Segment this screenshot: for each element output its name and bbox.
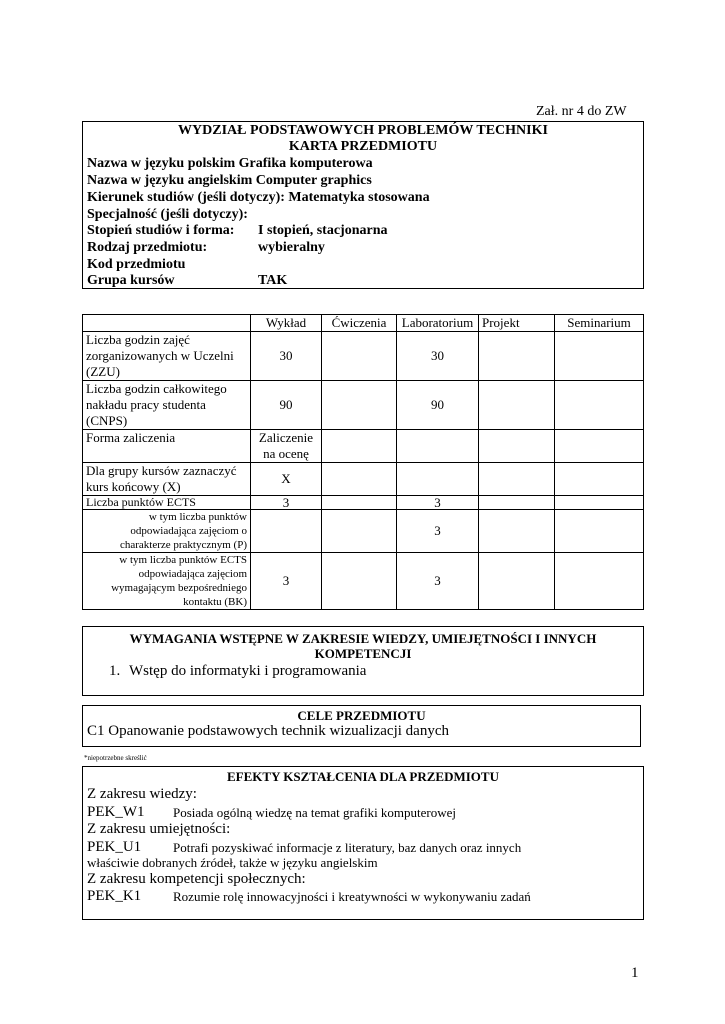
- field-of-study: Kierunek studiów (jeśli dotyczy): Matematyka stosowana: [87, 190, 430, 205]
- cell-value: X: [251, 463, 322, 496]
- social-heading: Z zakresu kompetencji społecznych:: [87, 871, 306, 887]
- cell-value: [397, 463, 479, 496]
- cell-value: [479, 463, 555, 496]
- level-label: Stopień studiów i forma:: [87, 223, 235, 238]
- row-label: Liczba punktów ECTS: [83, 496, 251, 510]
- goals-title: CELE PRZEDMIOTU: [297, 708, 426, 723]
- cell-value: [479, 553, 555, 610]
- goal-item: C1 Opanowanie podstawowych technik wizualizacji danych: [87, 723, 449, 739]
- cell-value: [322, 430, 397, 463]
- table-row: [83, 381, 644, 430]
- course-type-label: Rodzaj przedmiotu:: [87, 240, 208, 255]
- cell-value: [397, 430, 479, 463]
- cell-value: [479, 496, 555, 510]
- column-header: Laboratorium: [397, 315, 479, 332]
- footnote: *niepotrzebne skreślić: [84, 754, 147, 762]
- cell-value: [555, 553, 644, 610]
- cell-value: [322, 332, 397, 381]
- cell-value: [479, 381, 555, 430]
- row-label: Liczba godzin zajęć zorganizowanych w Uczelni (ZZU): [83, 332, 251, 381]
- cell-value: [322, 510, 397, 553]
- cell-value: [555, 430, 644, 463]
- table-row: [83, 463, 644, 496]
- course-group-value: TAK: [258, 273, 288, 288]
- cell-value: [479, 332, 555, 381]
- level-value: I stopień, stacjonarna: [258, 223, 388, 238]
- outcome-text: Posiada ogólną wiedzę na temat grafiki komputerowej: [173, 805, 457, 820]
- outcome-text: Potrafi pozyskiwać informacje z literatury, baz danych oraz innych: [173, 840, 522, 855]
- cell-value: [555, 463, 644, 496]
- attachment-note: Zał. nr 4 do ZW: [536, 104, 627, 119]
- column-header: Ćwiczenia: [322, 315, 397, 332]
- prerequisites-box: [82, 626, 644, 696]
- name-pl: Nazwa w języku polskim Grafika komputerowa: [87, 156, 373, 171]
- name-en: Nazwa w języku angielskim Computer graphics: [87, 173, 372, 188]
- table-row: [83, 553, 644, 610]
- table-row: [83, 332, 644, 381]
- table-row: [83, 510, 644, 553]
- cell-value: [322, 463, 397, 496]
- row-label: w tym liczba punktów ECTS odpowiadająca zajęciom wymagającym bezpośredniego kontaktu (BK): [83, 553, 251, 610]
- cell-value: 90: [397, 381, 479, 430]
- cell-value: [251, 510, 322, 553]
- course-goals-box: [82, 705, 641, 747]
- page-number: 1: [631, 965, 639, 981]
- table-header-row: [83, 315, 644, 332]
- cell-value: Zaliczenie na ocenę: [251, 430, 322, 463]
- column-header: Seminarium: [555, 315, 644, 332]
- cell-value: 3: [251, 496, 322, 510]
- cell-value: 3: [251, 553, 322, 610]
- row-label: w tym liczba punktów odpowiadająca zajęciom o charakterze praktycznym (P): [83, 510, 251, 553]
- course-header-box: [82, 121, 644, 289]
- skills-heading: Z zakresu umiejętności:: [87, 821, 231, 837]
- knowledge-heading: Z zakresu wiedzy:: [87, 786, 197, 802]
- outcome-text-cont: właściwie dobranych źródeł, także w języku angielskim: [87, 855, 378, 870]
- cell-value: [555, 510, 644, 553]
- cell-value: 3: [397, 553, 479, 610]
- outcomes-title: EFEKTY KSZTAŁCENIA DLA PRZEDMIOTU: [227, 769, 499, 784]
- cell-value: [479, 510, 555, 553]
- course-type-value: wybieralny: [258, 240, 325, 255]
- faculty-title: WYDZIAŁ PODSTAWOWYCH PROBLEMÓW TECHNIKI: [178, 123, 548, 138]
- row-label: Dla grupy kursów zaznaczyć kurs końcowy (X): [83, 463, 251, 496]
- cell-value: [479, 430, 555, 463]
- column-header: Wykład: [251, 315, 322, 332]
- hours-table: [82, 314, 644, 610]
- cell-value: 90: [251, 381, 322, 430]
- cell-value: [322, 381, 397, 430]
- course-code-label: Kod przedmiotu: [87, 257, 186, 272]
- course-group-label: Grupa kursów: [87, 273, 175, 288]
- row-label: Forma zaliczenia: [83, 430, 251, 463]
- outcome-text: Rozumie rolę innowacyjności i kreatywności w wykonywaniu zadań: [173, 889, 531, 904]
- cell-value: 3: [397, 510, 479, 553]
- prerequisites-title: WYMAGANIA WSTĘPNE W ZAKRESIE WIEDZY, UMIEJĘTNOŚCI I INNYCH: [129, 631, 597, 646]
- table-row: [83, 430, 644, 463]
- outcome-code: PEK_K1: [87, 888, 142, 904]
- column-header: Projekt: [479, 315, 555, 332]
- outcome-code: PEK_W1: [87, 804, 145, 820]
- cell-value: 3: [397, 496, 479, 510]
- cell-value: [322, 496, 397, 510]
- outcome-code: PEK_U1: [87, 839, 142, 855]
- prerequisite-number: 1.: [109, 663, 121, 679]
- cell-value: [322, 553, 397, 610]
- cell-value: 30: [397, 332, 479, 381]
- cell-value: 30: [251, 332, 322, 381]
- learning-outcomes-box: [82, 766, 644, 920]
- cell-value: [555, 381, 644, 430]
- cell-value: [555, 332, 644, 381]
- cell-value: [555, 496, 644, 510]
- specialty: Specjalność (jeśli dotyczy):: [87, 207, 248, 222]
- table-row: [83, 496, 644, 510]
- card-title: KARTA PRZEDMIOTU: [288, 139, 438, 154]
- prerequisite-item: Wstęp do informatyki i programowania: [129, 663, 367, 679]
- prerequisites-title-cont: KOMPETENCJI: [314, 646, 412, 661]
- row-label: Liczba godzin całkowitego nakładu pracy studenta (CNPS): [83, 381, 251, 430]
- header-empty-cell: [83, 315, 251, 332]
